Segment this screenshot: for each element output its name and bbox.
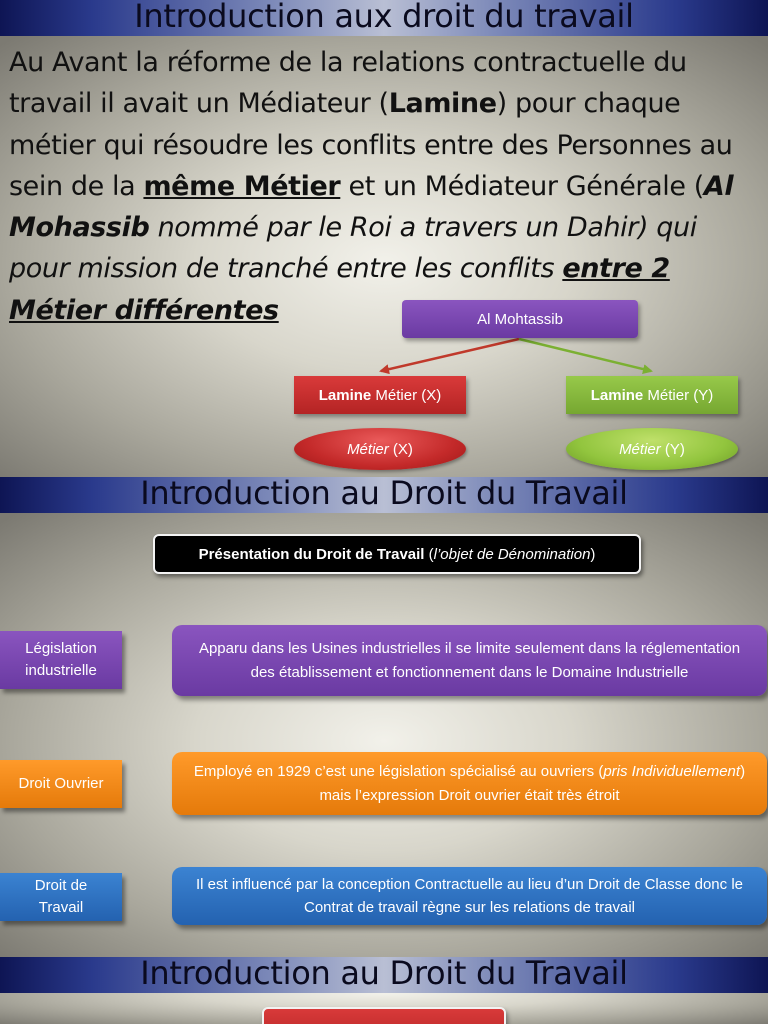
row-description-italic: pris Individuellement [603, 763, 741, 780]
slide-3-title: Introduction au Droit du Travail [140, 957, 628, 992]
paragraph-part-italic: nommé par le Roi a travers un Dahir) qui pour mission de tranché entre les conflits [9, 212, 697, 285]
entre-2-metier-term: entre 2 Métier différentes [9, 253, 670, 326]
row-description-part: ) mais l’expression Droit ouvrier était très étroit [319, 763, 746, 804]
al-mohtassib-label: Al Mohtassib [477, 310, 563, 328]
slide-1 [0, 0, 768, 477]
presentation-close: ) [590, 545, 596, 563]
presentation-italic: l’objet de Dénomination [433, 545, 591, 563]
side-label: Droit Ouvrier [18, 775, 104, 792]
legislation-industrielle-label [0, 631, 122, 689]
lamine-x-bold: Lamine [318, 386, 372, 404]
row-description-part: Employé en 1929 c’est une législation spécialisé au ouvriers ( [193, 763, 604, 780]
droit-de-travail-label [0, 873, 122, 921]
paragraph-part: et un Médiateur Générale ( [340, 170, 704, 202]
legislation-industrielle-description [172, 625, 767, 696]
arrow-to-lamine-y [519, 339, 651, 371]
paragraph-part: Au Avant la réforme de la relations contractuelle du travail il avait un Médiateur ( [9, 47, 687, 120]
side-label: Droit de Travail [34, 877, 88, 916]
metier-x-italic: Métier [347, 440, 389, 458]
slide-1-title: Introduction aux droit du travail [134, 0, 634, 35]
slide-3-title-banner [0, 957, 768, 993]
side-label: Législation industrielle [25, 640, 97, 679]
slide-2-title-banner [0, 477, 768, 513]
metier-y-ellipse [566, 428, 738, 470]
meme-metier-term: même Métier [143, 170, 341, 202]
slide-2-title: Introduction au Droit du Travail [140, 477, 628, 512]
metier-x-ellipse [294, 428, 466, 470]
lamine-y-rest: Métier (Y) [643, 386, 714, 404]
slide-3 [0, 957, 768, 1024]
droit-ouvrier-label [0, 760, 122, 808]
arrow-to-lamine-x [381, 339, 519, 371]
row-description: Il est influencé par la conception Contractuelle au lieu d’un Droit de Classe donc le Contrat de travail règne sur les relations de travail [196, 875, 743, 916]
lamine-x-rest: Métier (X) [371, 386, 442, 404]
al-mohtassib-box [402, 300, 638, 338]
metier-y-rest: (Y) [660, 440, 685, 458]
lamine-term: Lamine [388, 88, 497, 120]
slide-2 [0, 477, 768, 957]
presentation-box [153, 534, 641, 574]
metier-x-rest: (X) [388, 440, 413, 458]
slide-3-partial-box [262, 1007, 506, 1024]
droit-de-travail-description [172, 867, 767, 925]
lamine-y-bold: Lamine [590, 386, 644, 404]
presentation-open: ( [424, 545, 434, 563]
lamine-metier-y-box [566, 376, 738, 414]
row-description: Apparu dans les Usines industrielles il se limite seulement dans la réglementation des établissement et fonctionnement dans le Domaine Industrielle [198, 640, 741, 681]
lamine-metier-x-box [294, 376, 466, 414]
droit-ouvrier-description [172, 752, 767, 815]
al-mohassib-term: Al Mohassib [9, 170, 734, 244]
presentation-bold: Présentation du Droit de Travail [198, 545, 425, 563]
paragraph-part: ) pour chaque métier qui résoudre les conflits entre des Personnes au sein de la [9, 88, 733, 202]
metier-y-italic: Métier [619, 440, 661, 458]
